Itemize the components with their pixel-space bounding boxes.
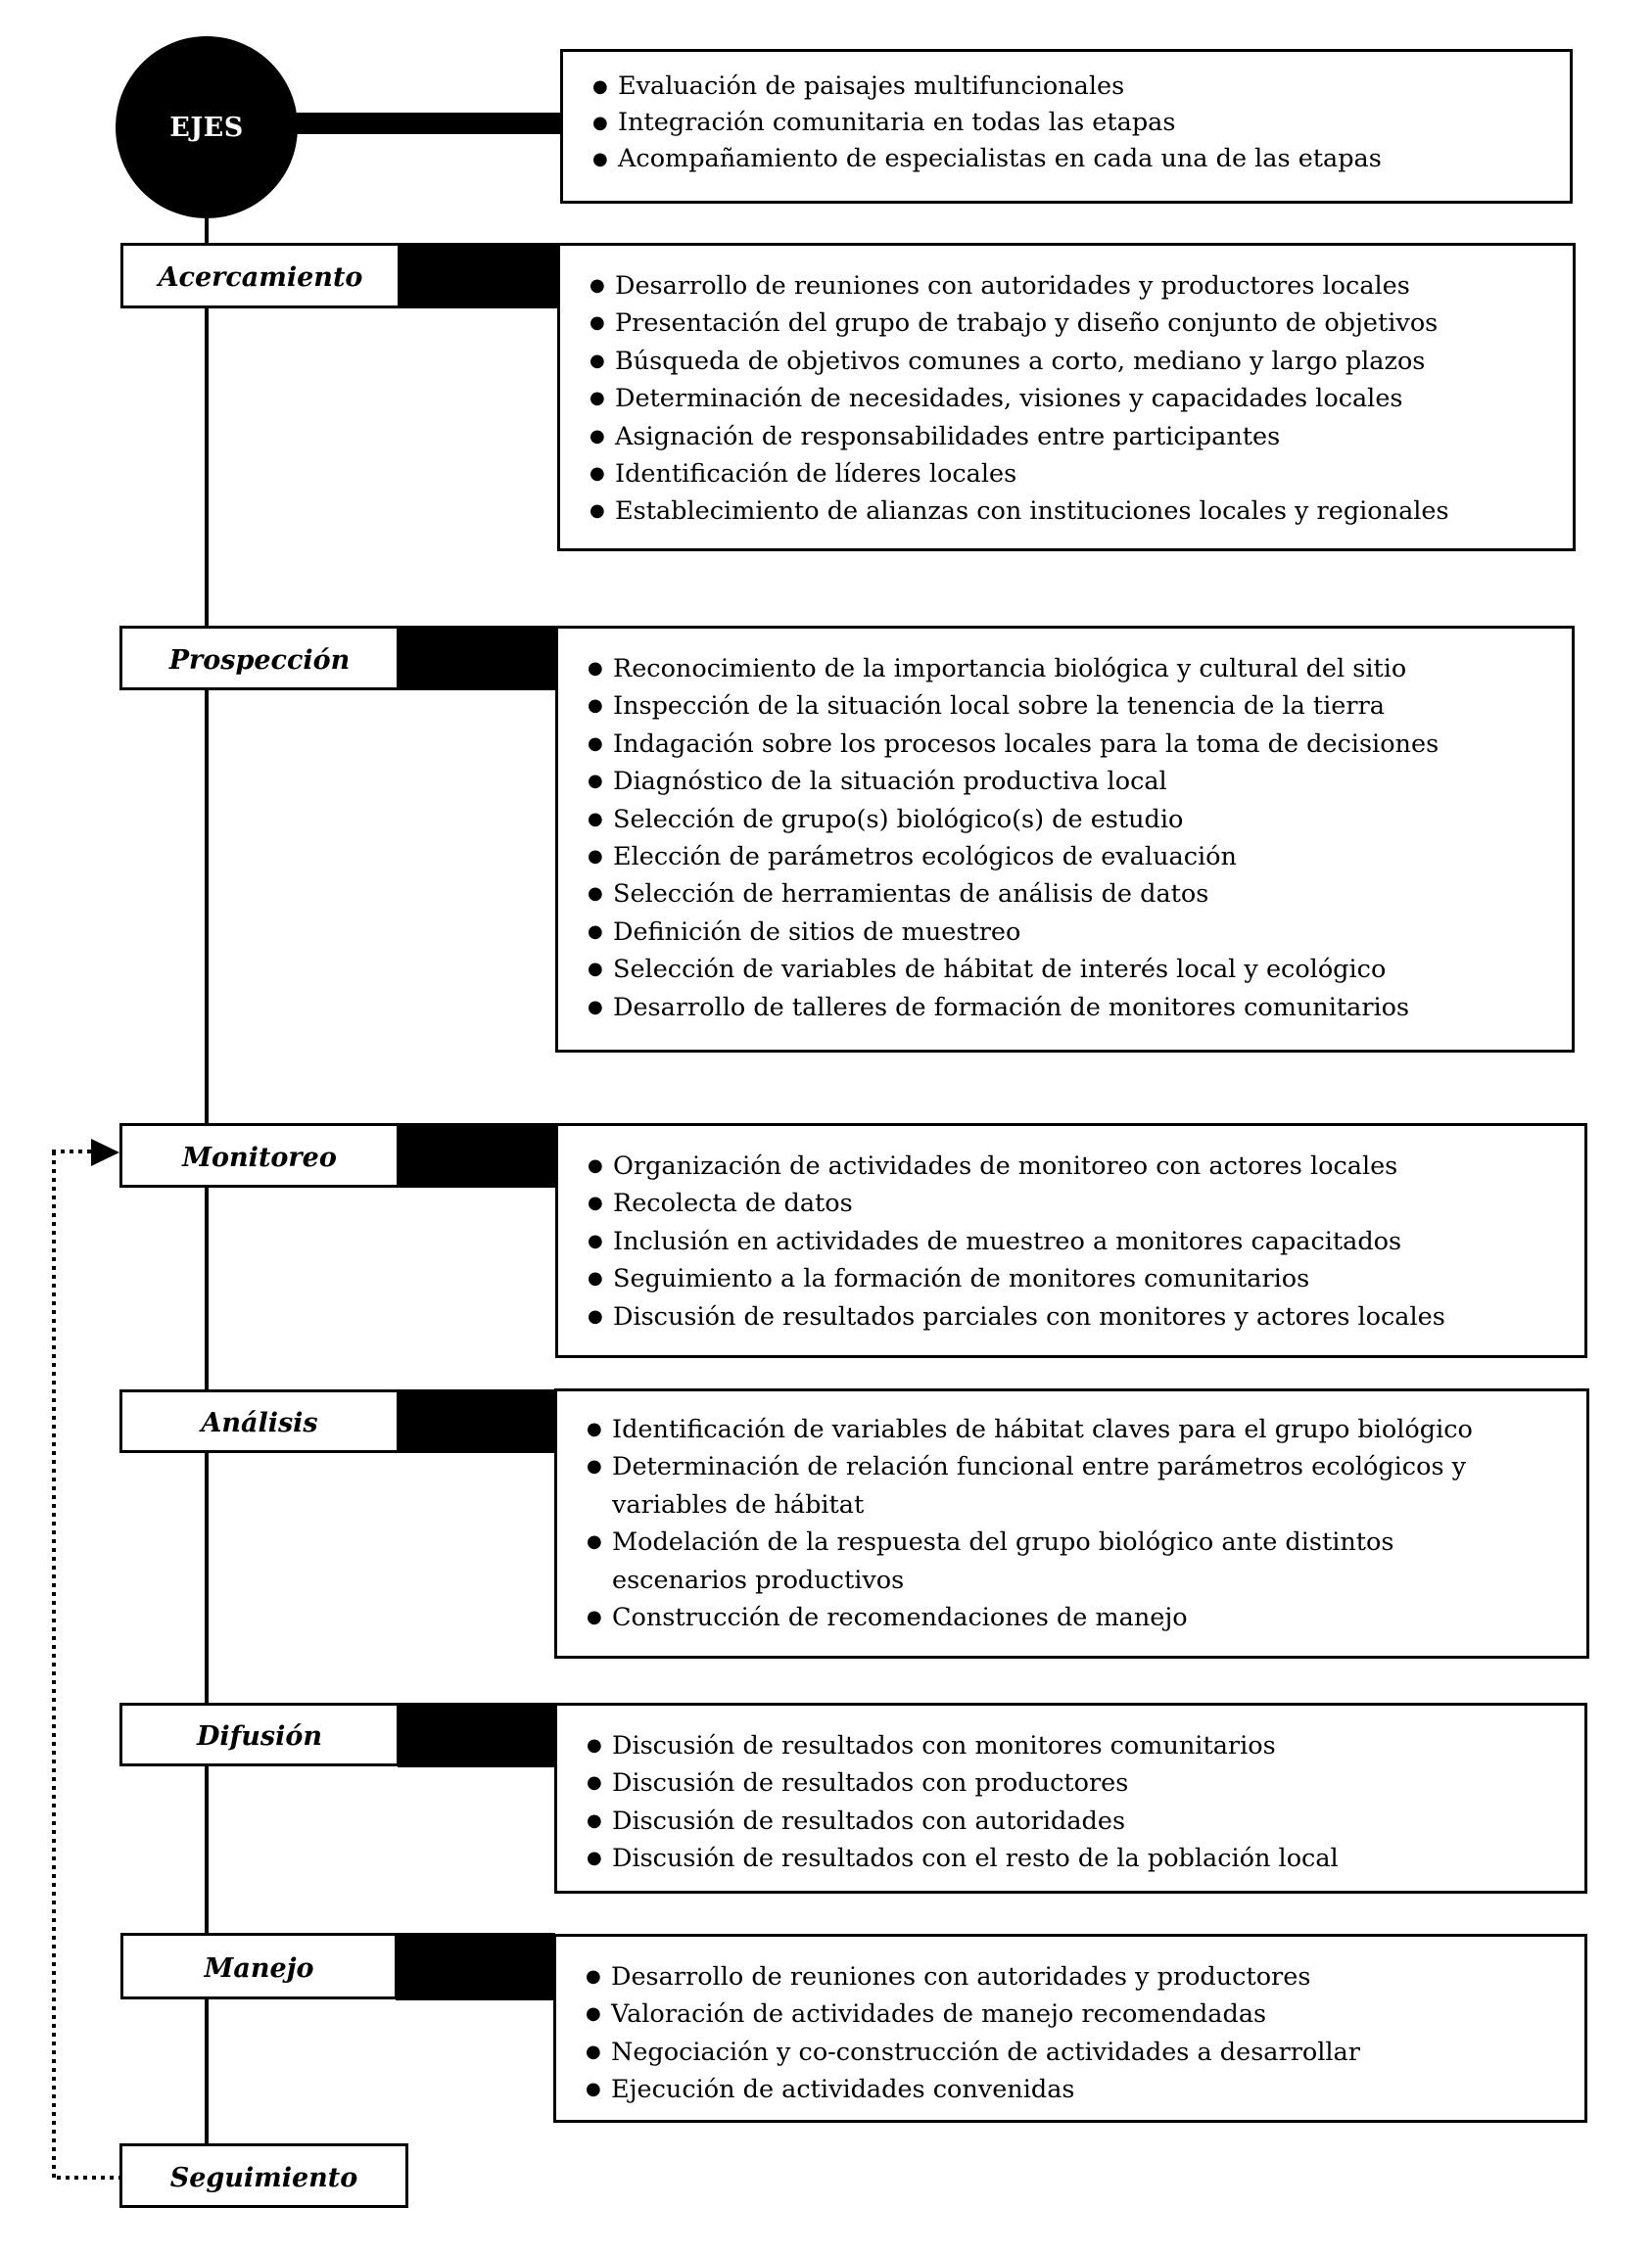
bullet-icon: ●	[588, 658, 603, 679]
bullet-icon: ●	[588, 996, 603, 1017]
list-item: ● Ejecución de actividades convenidas	[586, 2071, 1584, 2108]
stage-label-prospeccion: Prospección	[119, 626, 400, 690]
stage-box-analisis	[554, 1388, 1589, 1659]
bullet-icon: ●	[592, 76, 608, 97]
bullet-icon: ●	[588, 959, 603, 980]
stage-label-manejo: Manejo	[120, 1933, 398, 1999]
list-item: ● Desarrollo de reuniones con autoridades y productores locales	[590, 267, 1573, 305]
bullet-icon: ●	[586, 2041, 601, 2062]
stage-connector-bar	[398, 1703, 556, 1767]
feedback-dotted-line-top	[52, 1150, 93, 1153]
list-item: ● Evaluación de paisajes multifuncionales	[592, 69, 1570, 105]
list-item: ● Negociación y co-construcción de actividades a desarrollar	[586, 2034, 1584, 2071]
bullet-icon: ●	[588, 695, 603, 717]
stage-label-difusion: Difusión	[119, 1703, 400, 1766]
stage-label-monitoreo: Monitoreo	[119, 1123, 400, 1188]
stage-connector-bar	[398, 626, 557, 690]
stage-list	[588, 650, 1572, 1026]
list-item-continuation: escenarios productivos	[612, 1565, 905, 1595]
bullet-icon: ●	[590, 463, 605, 485]
stage-label-acercamiento: Acercamiento	[120, 243, 401, 308]
bullet-icon: ●	[586, 2003, 601, 2025]
stage-label-seguimiento: Seguimiento	[119, 2143, 408, 2208]
list-item: ● Discusión de resultados con autoridades	[587, 1803, 1584, 1840]
bullet-icon: ●	[588, 1305, 603, 1327]
stage-box-monitoreo	[555, 1123, 1587, 1358]
stage-list	[588, 1148, 1584, 1336]
bullet-icon: ●	[588, 920, 603, 942]
ejes-box	[560, 49, 1573, 204]
list-item: ● Discusión de resultados con el resto de la población local	[587, 1840, 1584, 1877]
bullet-icon: ●	[592, 149, 608, 169]
stage-connector-bar	[398, 1123, 557, 1188]
bullet-icon: ●	[587, 1419, 602, 1439]
list-item: ● Determinación de necesidades, visiones y capacidades locales	[590, 380, 1573, 417]
list-item: ● Discusión de resultados con productores	[587, 1764, 1584, 1802]
list-item: ● Organización de actividades de monitoreo con actores locales	[588, 1148, 1584, 1185]
list-item: ● Establecimiento de alianzas con instituciones locales y regionales	[590, 493, 1573, 530]
stage-box-acercamiento	[557, 243, 1576, 551]
bullet-icon: ●	[592, 113, 608, 133]
list-item: ● Identificación de variables de hábitat claves para el grupo biológico	[587, 1411, 1586, 1448]
bullet-icon: ●	[588, 1155, 603, 1176]
ejes-connector-bar	[292, 113, 562, 134]
stage-box-difusion	[554, 1703, 1587, 1894]
list-item: ● Construcción de recomendaciones de manejo	[587, 1599, 1586, 1636]
bullet-icon: ●	[590, 425, 605, 446]
list-item: ● Selección de herramientas de análisis de datos	[588, 875, 1572, 913]
stage-label-analisis: Análisis	[119, 1389, 400, 1453]
bullet-icon: ●	[587, 1848, 602, 1869]
bullet-icon: ●	[590, 500, 605, 522]
list-item: ● Desarrollo de talleres de formación de monitores comunitarios	[588, 989, 1572, 1026]
list-item: ● Definición de sitios de muestreo	[588, 914, 1572, 951]
list-item: ● Diagnóstico de la situación productiva local	[588, 763, 1572, 800]
list-item: ● Recolecta de datos	[588, 1185, 1584, 1222]
bullet-icon: ●	[590, 388, 605, 409]
feedback-dotted-line-vertical	[52, 1151, 56, 2180]
bullet-icon: ●	[587, 1456, 602, 1478]
bullet-icon: ●	[588, 1193, 603, 1214]
bullet-icon: ●	[587, 1531, 602, 1553]
ejes-title: EJES	[169, 112, 244, 143]
bullet-icon: ●	[586, 2079, 601, 2100]
bullet-icon: ●	[587, 1809, 602, 1831]
bullet-icon: ●	[588, 883, 603, 905]
list-item: ● Discusión de resultados parciales con monitores y actores locales	[588, 1298, 1584, 1336]
list-item: ● Integración comunitaria en todas las etapas	[592, 105, 1570, 141]
list-item: ● Búsqueda de objetivos comunes a corto, mediano y largo plazos	[590, 343, 1573, 380]
bullet-icon: ●	[586, 1966, 601, 1987]
bullet-icon: ●	[590, 312, 605, 334]
list-item: ● Acompañamiento de especialistas en cada una de las etapas	[592, 141, 1570, 177]
ejes-circle	[116, 36, 298, 218]
list-item: ● Elección de parámetros ecológicos de evaluación	[588, 838, 1572, 875]
bullet-icon: ●	[588, 1268, 603, 1290]
bullet-icon: ●	[588, 846, 603, 868]
list-item: ● Presentación del grupo de trabajo y diseño conjunto de objetivos	[590, 305, 1573, 342]
list-item: ● Reconocimiento de la importancia biológica y cultural del sitio	[588, 650, 1572, 687]
list-item: ● Indagación sobre los procesos locales para la toma de decisiones	[588, 726, 1572, 763]
stage-connector-bar	[399, 243, 559, 308]
stage-connector-bar	[398, 1389, 556, 1453]
stage-list	[587, 1411, 1586, 1636]
list-item: ● Modelación de la respuesta del grupo biológico ante distintos	[587, 1524, 1586, 1561]
list-item: ● Valoración de actividades de manejo recomendadas	[586, 1996, 1584, 2033]
bullet-icon: ●	[587, 1735, 602, 1756]
list-item-continuation: variables de hábitat	[612, 1489, 865, 1520]
stage-list	[586, 1958, 1584, 2109]
stage-box-manejo	[553, 1934, 1587, 2123]
list-item: ● Inspección de la situación local sobre la tenencia de la tierra	[588, 687, 1572, 725]
stage-box-prospeccion	[555, 626, 1575, 1053]
arrowhead-right-icon	[91, 1139, 119, 1166]
list-item: ● Selección de grupo(s) biológico(s) de estudio	[588, 801, 1572, 838]
list-item: ● Inclusión en actividades de muestreo a monitores capacitados	[588, 1223, 1584, 1260]
list-item: ● Selección de variables de hábitat de interés local y ecológico	[588, 951, 1572, 988]
list-item: ● Discusión de resultados con monitores comunitarios	[587, 1727, 1584, 1764]
bullet-icon: ●	[588, 808, 603, 829]
bullet-icon: ●	[587, 1772, 602, 1794]
bullet-icon: ●	[590, 275, 605, 296]
list-item: ● Asignación de responsabilidades entre participantes	[590, 418, 1573, 455]
list-item: ● Desarrollo de reuniones con autoridades y productores	[586, 1958, 1584, 1996]
stage-connector-bar	[396, 1933, 555, 2000]
bullet-icon: ●	[587, 1607, 602, 1628]
list-item: ● Identificación de líderes locales	[590, 455, 1573, 493]
bullet-icon: ●	[588, 1230, 603, 1251]
stage-list	[590, 267, 1573, 531]
bullet-icon: ●	[588, 732, 603, 754]
list-item: ● Seguimiento a la formación de monitores comunitarios	[588, 1260, 1584, 1297]
bullet-icon: ●	[590, 350, 605, 371]
list-item: ● Determinación de relación funcional entre parámetros ecológicos y	[587, 1448, 1586, 1485]
feedback-dotted-line-bottom	[57, 2176, 119, 2180]
stage-list	[587, 1727, 1584, 1878]
bullet-icon: ●	[588, 771, 603, 792]
ejes-list	[592, 69, 1570, 177]
